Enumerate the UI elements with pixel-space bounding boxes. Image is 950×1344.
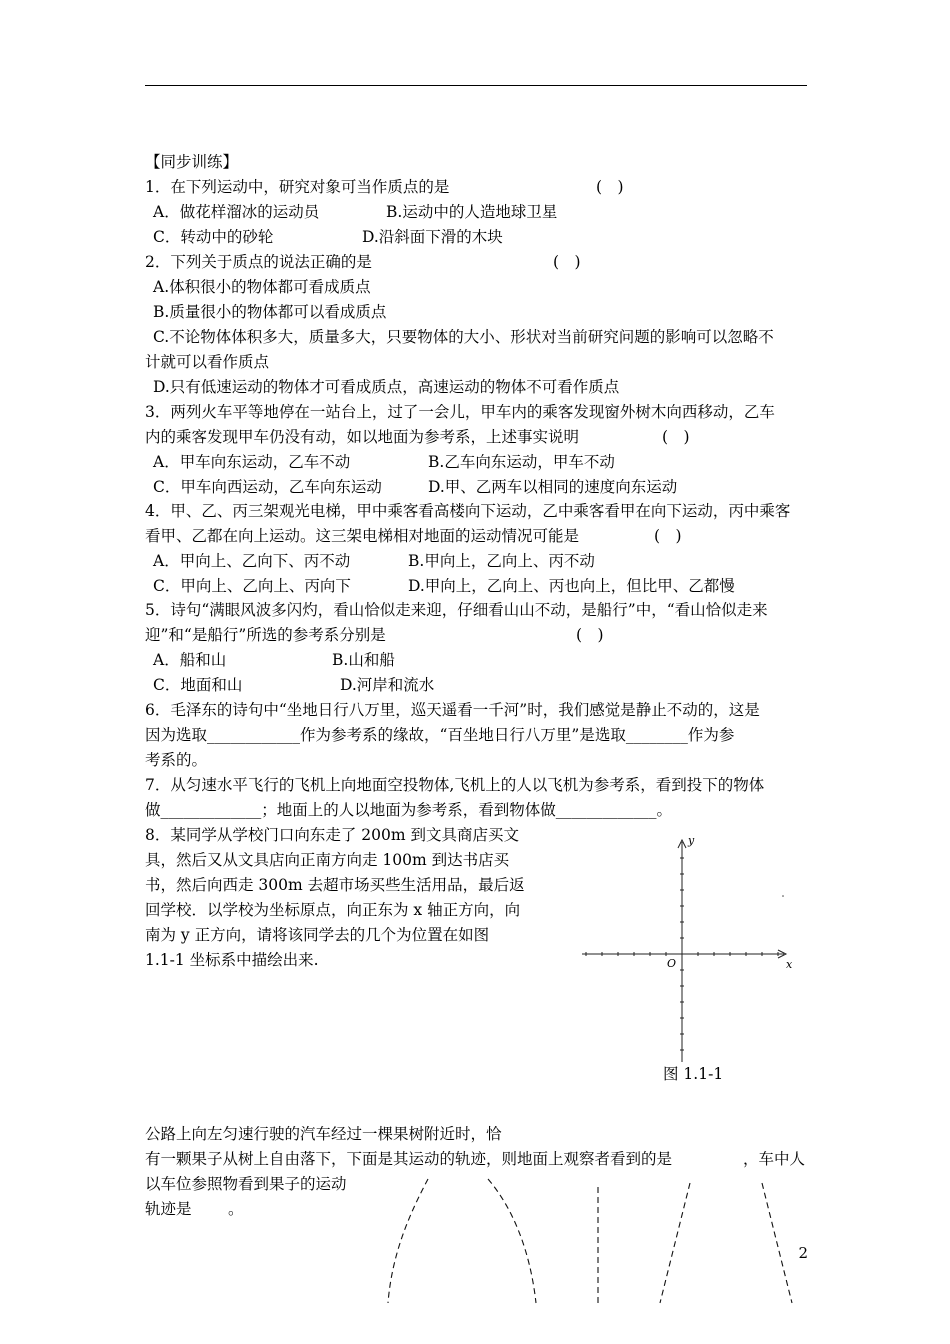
q2-option-d: D.只有低速运动的物体才可看成质点，高速运动的物体不可看作质点 (153, 378, 620, 396)
trajectory-slant-left (660, 1183, 690, 1303)
q5-option-d: D.河岸和流水 (340, 676, 435, 694)
q1-option-c: C．转动中的砂轮 (153, 228, 274, 246)
q3-answer-paren: ( ) (662, 428, 690, 446)
q6-line3: 考系的。 (145, 751, 208, 769)
q5-stem-line1: 5．诗句“满眼风波多闪灼，看山恰似走来迎，仔细看山山不动，是船行”中，“看山恰似走来 (145, 601, 768, 619)
q5-option-c: C．地面和山 (153, 676, 243, 694)
q3-option-c: C．甲车向西运动，乙车向东运动 (153, 478, 382, 496)
figure-caption: 图 1.1-1 (663, 1065, 724, 1083)
q8-line5: 南为 y 正方向，请将该同学去的几个为位置在如图 (145, 926, 490, 944)
q4-option-a: A．甲向上、乙向下、丙不动 (153, 552, 351, 570)
q2-answer-paren: ( ) (553, 253, 581, 271)
q2-option-c-line2: 计就可以看作质点 (145, 353, 270, 371)
trajectory-curve-left (388, 1179, 428, 1303)
trajectory-slant-right (762, 1183, 792, 1303)
q9-line4: 轨迹是 (145, 1200, 192, 1218)
q1-option-a: A．做花样溜冰的运动员 (153, 203, 320, 221)
q1-option-d: D.沿斜面下滑的木块 (362, 228, 503, 246)
q6-line1: 6．毛泽东的诗句中“坐地日行八万里，巡天遥看一千河”时，我们感觉是静止不动的，这是 (145, 701, 760, 719)
q2-option-b: B.质量很小的物体都可以看成质点 (153, 303, 387, 321)
q8-line4: 回学校．以学校为坐标原点，向正东为 x 轴正方向，向 (145, 901, 521, 919)
q3-stem-line1: 3．两列火车平等地停在一站台上，过了一会儿，甲车内的乘客发现窗外树木向西移动，乙车 (145, 403, 775, 421)
q4-option-c: C．甲向上、乙向上、丙向下 (153, 577, 351, 595)
q4-stem-line1: 4．甲、乙、丙三架观光电梯，甲中乘客看高楼向下运动，乙中乘客看甲在向下运动，丙中乘客 (145, 502, 791, 520)
q8-line2: 具，然后又从文具店向正南方向走 100m 到达书店买 (145, 851, 510, 869)
q2-stem: 2．下列关于质点的说法正确的是 (145, 253, 372, 271)
q5-option-a: A．船和山 (153, 651, 227, 669)
q2-option-c-line1: C.不论物体体积多大，质量多大，只要物体的大小、形状对当前研究问题的影响可以忽略不 (153, 328, 774, 346)
section-title: 【同步训练】 (145, 153, 239, 171)
q9-line1: 公路上向左匀速行驶的汽车经过一棵果树附近时，恰 (145, 1125, 502, 1143)
q8-line3: 书，然后向西走 300m 去超市场买些生活用品，最后返 (145, 876, 525, 894)
q9-line3: 以车位参照物看到果子的运动 (145, 1175, 347, 1193)
q5-answer-paren: ( ) (576, 626, 604, 644)
q8-line6: 1.1-1 坐标系中描绘出来. (145, 951, 319, 969)
q9-line2: 有一颗果子从树上自由落下，下面是其运动的轨迹，则地面上观察者看到的是 (145, 1150, 673, 1168)
page-number: 2 (798, 1244, 808, 1262)
q1-answer-paren: ( ) (596, 178, 624, 196)
q7-line2: 做_____________；地面上的人以地面为参考系，看到物体做_____________。 (145, 801, 673, 819)
q2-option-a: A.体积很小的物体都可看成质点 (153, 278, 371, 296)
q3-option-d: D.甲、乙两车以相同的速度向东运动 (428, 478, 678, 496)
q8-line1: 8．某同学从学校门口向东走了 200m 到文具商店买文 (145, 826, 519, 844)
q3-stem-line2: 内的乘客发现甲车仍没有动，如以地面为参考系，上述事实说明 (145, 428, 580, 446)
q3-option-b: B.乙车向东运动，甲车不动 (428, 453, 615, 471)
stray-dot (782, 895, 784, 897)
q4-option-d: D.甲向上，乙向上、丙也向上，但比甲、乙都慢 (408, 577, 735, 595)
q9-line2-tail: ，车中人 (743, 1150, 806, 1168)
trajectory-figures (370, 1175, 800, 1307)
q9-line4-tail: 。 (228, 1200, 244, 1218)
q1-option-b: B.运动中的人造地球卫星 (386, 203, 558, 221)
q4-stem-line2: 看甲、乙都在向上运动。这三架电梯相对地面的运动情况可能是 (145, 527, 580, 545)
x-axis-label: x (786, 958, 793, 971)
q7-line1: 7．从匀速水平飞行的飞机上向地面空投物体,飞机上的人以飞机为参考系，看到投下的物体 (145, 776, 765, 794)
q4-answer-paren: ( ) (654, 527, 682, 545)
trajectory-curve-right (488, 1179, 536, 1303)
header-rule (145, 85, 807, 86)
origin-label: O (667, 957, 677, 970)
coordinate-axes-figure (578, 830, 808, 1066)
q5-stem-line2: 迎”和“是船行”所选的参考系分别是 (145, 626, 386, 644)
q4-option-b: B.甲向上，乙向上、丙不动 (408, 552, 595, 570)
q6-line2: 因为选取____________作为参考系的缘故，“百坐地日行八万里”是选取________作为参 (145, 726, 735, 744)
q5-option-b: B.山和船 (332, 651, 395, 669)
q1-stem: 1．在下列运动中，研究对象可当作质点的是 (145, 178, 450, 196)
q3-option-a: A．甲车向东运动，乙车不动 (153, 453, 351, 471)
y-axis-label: y (688, 834, 695, 847)
